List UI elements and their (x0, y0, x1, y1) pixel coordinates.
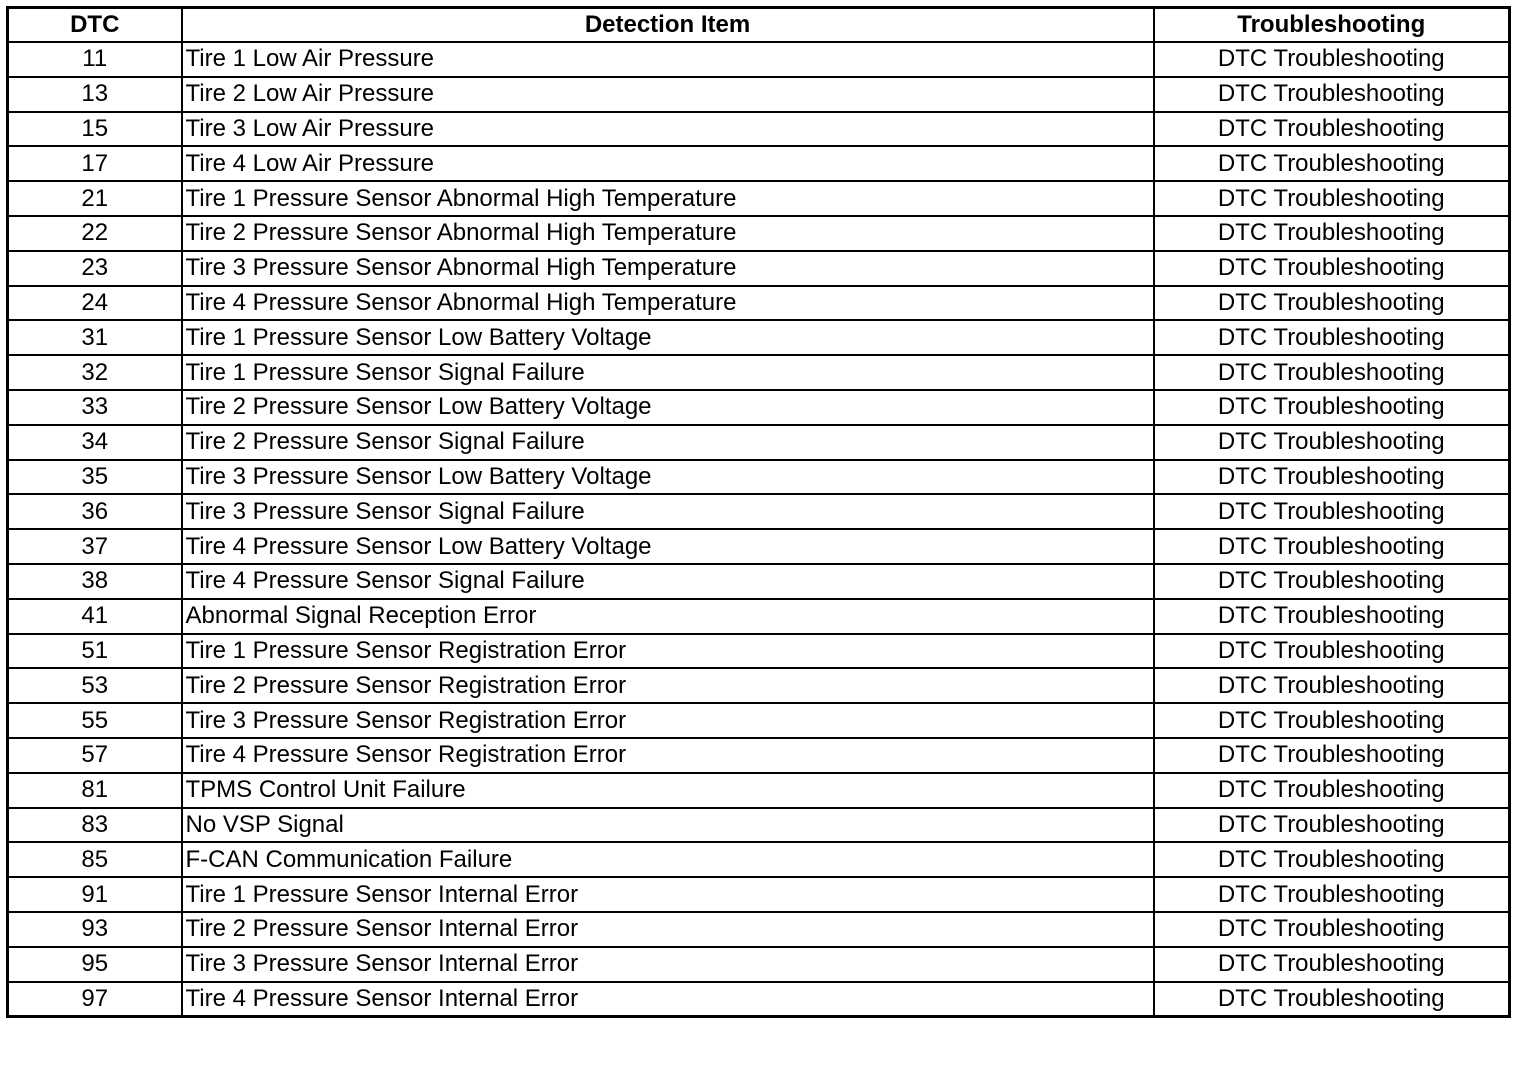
troubleshooting-link[interactable]: DTC Troubleshooting (1154, 390, 1510, 425)
table-row (8, 251, 1510, 286)
troubleshooting-link[interactable]: DTC Troubleshooting (1154, 181, 1510, 216)
detection-item: Tire 2 Pressure Sensor Signal Failure (182, 425, 1154, 460)
table-row (8, 912, 1510, 947)
dtc-table (6, 6, 1511, 1018)
detection-item: TPMS Control Unit Failure (182, 773, 1154, 808)
troubleshooting-link[interactable]: DTC Troubleshooting (1154, 634, 1510, 669)
table-row (8, 425, 1510, 460)
troubleshooting-link[interactable]: DTC Troubleshooting (1154, 320, 1510, 355)
troubleshooting-link[interactable]: DTC Troubleshooting (1154, 494, 1510, 529)
dtc-code: 32 (8, 355, 182, 390)
table-row (8, 355, 1510, 390)
dtc-code: 17 (8, 146, 182, 181)
troubleshooting-link[interactable]: DTC Troubleshooting (1154, 42, 1510, 77)
table-row (8, 146, 1510, 181)
troubleshooting-link[interactable]: DTC Troubleshooting (1154, 112, 1510, 147)
table-row (8, 599, 1510, 634)
table-row (8, 77, 1510, 112)
detection-item: Tire 1 Pressure Sensor Internal Error (182, 877, 1154, 912)
dtc-code: 95 (8, 947, 182, 982)
troubleshooting-link[interactable]: DTC Troubleshooting (1154, 599, 1510, 634)
header-troubleshooting: Troubleshooting (1154, 8, 1510, 43)
troubleshooting-link[interactable]: DTC Troubleshooting (1154, 703, 1510, 738)
detection-item: Tire 4 Pressure Sensor Abnormal High Temperature (182, 286, 1154, 321)
table-row (8, 668, 1510, 703)
detection-item: Tire 3 Pressure Sensor Signal Failure (182, 494, 1154, 529)
dtc-code: 53 (8, 668, 182, 703)
troubleshooting-link[interactable]: DTC Troubleshooting (1154, 912, 1510, 947)
detection-item: Tire 4 Pressure Sensor Low Battery Voltage (182, 529, 1154, 564)
detection-item: Tire 2 Pressure Sensor Internal Error (182, 912, 1154, 947)
troubleshooting-link[interactable]: DTC Troubleshooting (1154, 216, 1510, 251)
detection-item: Tire 1 Pressure Sensor Signal Failure (182, 355, 1154, 390)
table-row (8, 494, 1510, 529)
detection-item: Tire 2 Pressure Sensor Abnormal High Temperature (182, 216, 1154, 251)
table-row (8, 112, 1510, 147)
troubleshooting-link[interactable]: DTC Troubleshooting (1154, 877, 1510, 912)
dtc-code: 41 (8, 599, 182, 634)
detection-item: Tire 2 Pressure Sensor Low Battery Voltage (182, 390, 1154, 425)
dtc-code: 91 (8, 877, 182, 912)
dtc-code: 55 (8, 703, 182, 738)
dtc-code: 38 (8, 564, 182, 599)
dtc-code: 35 (8, 460, 182, 495)
table-row (8, 42, 1510, 77)
detection-item: Tire 2 Pressure Sensor Registration Error (182, 668, 1154, 703)
detection-item: Tire 3 Pressure Sensor Abnormal High Temperature (182, 251, 1154, 286)
troubleshooting-link[interactable]: DTC Troubleshooting (1154, 355, 1510, 390)
detection-item: Tire 4 Low Air Pressure (182, 146, 1154, 181)
troubleshooting-link[interactable]: DTC Troubleshooting (1154, 738, 1510, 773)
dtc-code: 11 (8, 42, 182, 77)
dtc-code: 15 (8, 112, 182, 147)
table-row (8, 216, 1510, 251)
detection-item: Tire 1 Pressure Sensor Abnormal High Temperature (182, 181, 1154, 216)
detection-item: No VSP Signal (182, 808, 1154, 843)
table-row (8, 877, 1510, 912)
table-header (8, 8, 1510, 43)
troubleshooting-link[interactable]: DTC Troubleshooting (1154, 286, 1510, 321)
table-row (8, 634, 1510, 669)
dtc-code: 85 (8, 842, 182, 877)
table-row (8, 529, 1510, 564)
dtc-code: 24 (8, 286, 182, 321)
header-row (8, 8, 1510, 43)
table-row (8, 842, 1510, 877)
dtc-code: 13 (8, 77, 182, 112)
dtc-code: 34 (8, 425, 182, 460)
dtc-code: 97 (8, 982, 182, 1017)
table-row (8, 564, 1510, 599)
header-dtc: DTC (8, 8, 182, 43)
table-row (8, 320, 1510, 355)
troubleshooting-link[interactable]: DTC Troubleshooting (1154, 251, 1510, 286)
troubleshooting-link[interactable]: DTC Troubleshooting (1154, 668, 1510, 703)
table-row (8, 773, 1510, 808)
detection-item: Abnormal Signal Reception Error (182, 599, 1154, 634)
troubleshooting-link[interactable]: DTC Troubleshooting (1154, 982, 1510, 1017)
dtc-code: 33 (8, 390, 182, 425)
troubleshooting-link[interactable]: DTC Troubleshooting (1154, 808, 1510, 843)
dtc-page (6, 6, 1508, 1018)
dtc-code: 81 (8, 773, 182, 808)
dtc-code: 21 (8, 181, 182, 216)
detection-item: Tire 1 Pressure Sensor Registration Error (182, 634, 1154, 669)
detection-item: Tire 1 Pressure Sensor Low Battery Voltage (182, 320, 1154, 355)
detection-item: Tire 3 Pressure Sensor Low Battery Voltage (182, 460, 1154, 495)
table-row (8, 286, 1510, 321)
detection-item: Tire 4 Pressure Sensor Registration Error (182, 738, 1154, 773)
dtc-code: 31 (8, 320, 182, 355)
header-detection-item: Detection Item (182, 8, 1154, 43)
detection-item: Tire 4 Pressure Sensor Internal Error (182, 982, 1154, 1017)
detection-item: Tire 4 Pressure Sensor Signal Failure (182, 564, 1154, 599)
troubleshooting-link[interactable]: DTC Troubleshooting (1154, 947, 1510, 982)
dtc-code: 23 (8, 251, 182, 286)
dtc-code: 93 (8, 912, 182, 947)
detection-item: Tire 3 Low Air Pressure (182, 112, 1154, 147)
troubleshooting-link[interactable]: DTC Troubleshooting (1154, 842, 1510, 877)
troubleshooting-link[interactable]: DTC Troubleshooting (1154, 146, 1510, 181)
troubleshooting-link[interactable]: DTC Troubleshooting (1154, 773, 1510, 808)
dtc-code: 37 (8, 529, 182, 564)
troubleshooting-link[interactable]: DTC Troubleshooting (1154, 529, 1510, 564)
table-row (8, 982, 1510, 1017)
table-row (8, 703, 1510, 738)
table-row (8, 390, 1510, 425)
table-body (8, 42, 1510, 1017)
detection-item: Tire 3 Pressure Sensor Internal Error (182, 947, 1154, 982)
table-row (8, 181, 1510, 216)
detection-item: Tire 3 Pressure Sensor Registration Error (182, 703, 1154, 738)
detection-item: Tire 2 Low Air Pressure (182, 77, 1154, 112)
detection-item: F-CAN Communication Failure (182, 842, 1154, 877)
table-row (8, 460, 1510, 495)
table-row (8, 947, 1510, 982)
troubleshooting-link[interactable]: DTC Troubleshooting (1154, 564, 1510, 599)
troubleshooting-link[interactable]: DTC Troubleshooting (1154, 77, 1510, 112)
dtc-code: 51 (8, 634, 182, 669)
table-row (8, 808, 1510, 843)
detection-item: Tire 1 Low Air Pressure (182, 42, 1154, 77)
troubleshooting-link[interactable]: DTC Troubleshooting (1154, 460, 1510, 495)
table-row (8, 738, 1510, 773)
dtc-code: 22 (8, 216, 182, 251)
dtc-code: 57 (8, 738, 182, 773)
dtc-code: 36 (8, 494, 182, 529)
dtc-code: 83 (8, 808, 182, 843)
troubleshooting-link[interactable]: DTC Troubleshooting (1154, 425, 1510, 460)
